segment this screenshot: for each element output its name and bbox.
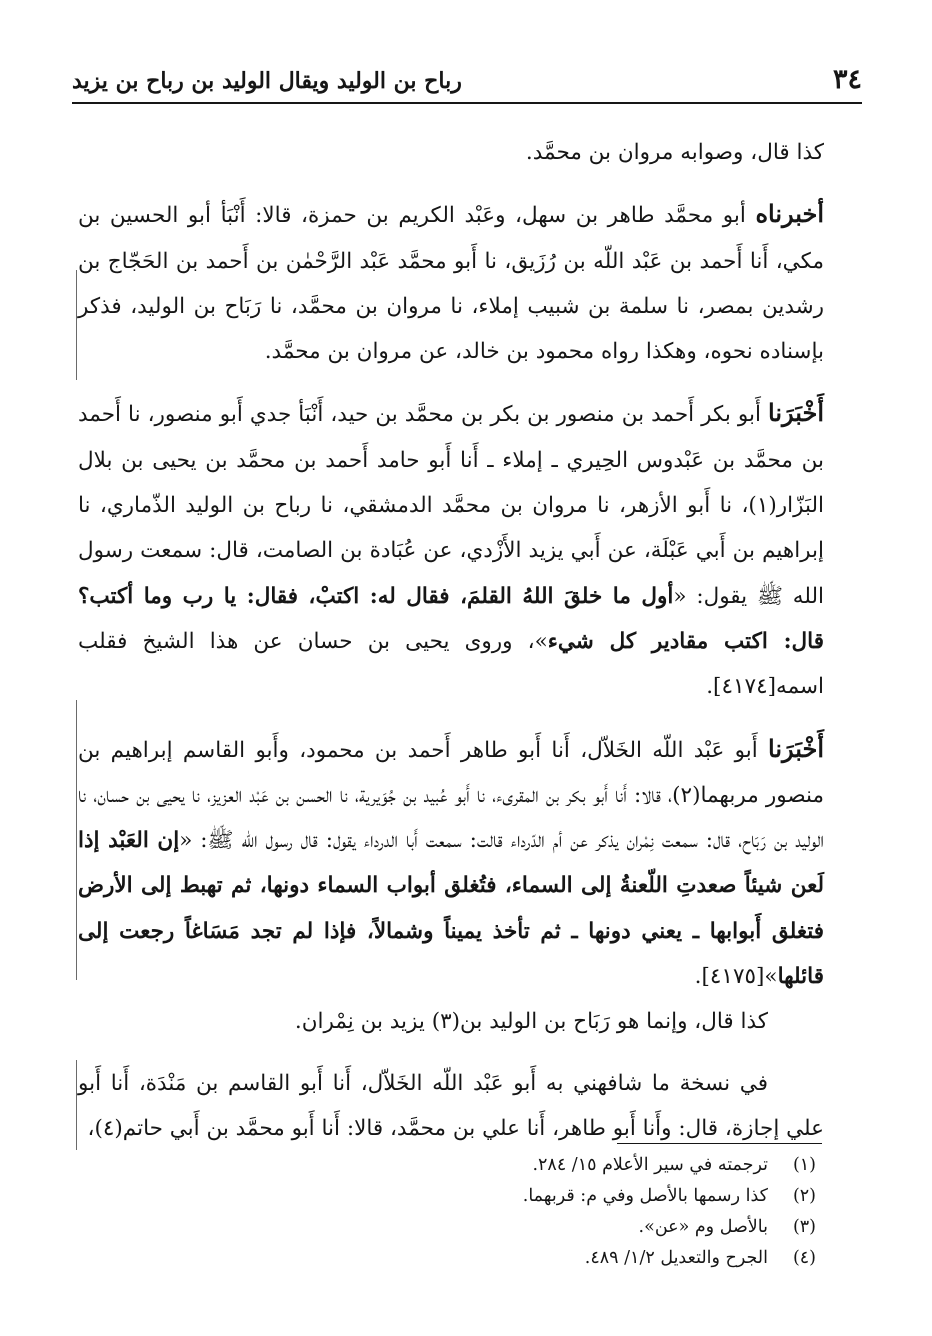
footnote-number: (٣) xyxy=(792,1217,816,1237)
footnote-number: (٢) xyxy=(792,1186,816,1206)
paragraph-text: في نسخة ما شافهني به أَبو عَبْد اللّه الخَلاّل، أَنا أَبو القاسم بن مَنْدَة، أَنا أَبو علي إجازة، قال: وأَنا أَبو طاهر، أَنا علي بن محمَّد، قالا: أَنا أَبو محمَّد بن أَبي حاتم(٤)، xyxy=(78,1070,824,1141)
paragraph-text: كذا قال، وإنما هو رَبَاح بن الوليد بن(٣) يزيد بن نِمْران. xyxy=(294,1009,768,1035)
paragraph-lead: أخبرناه xyxy=(755,199,824,229)
hadith-quote: أول ما خلقَ اللهُ القلمَ، فقال له: اكتبْ، فقال: يا رب وما أكتب؟ قال: اكتب مقادير كل شيء xyxy=(78,583,824,654)
footnote-number: (٤) xyxy=(792,1248,816,1268)
footnote-2 xyxy=(80,1181,816,1212)
header-rule xyxy=(72,102,862,104)
paragraph-4 xyxy=(78,726,824,1000)
footnote-4 xyxy=(80,1243,816,1274)
footnote-text: كذا رسمها بالأصل وفي م: قربهما. xyxy=(522,1186,768,1206)
footnote-text: بالأصل وم «عن». xyxy=(638,1217,768,1237)
running-title: رباح بن الوليد ويقال الوليد بن رباح بن يزيد xyxy=(72,68,462,94)
margin-line xyxy=(76,1060,77,1150)
paragraph-text: أَبو عَبْد اللّه الخَلاّل، أَنا أَبو طاهر أَحمد بن محمود، وأَبو القاسم إبراهيم بن منصور مربهما(٢)، قالا: أَنا أَبو بكر بن المقرىء، نا أَبو عُبيد بن جُوَيرية، نا الحسن بن عَبْد العزيز، نا يحيى بن حسان، نا الوليد بن رَبَاح، قال: سمعت نِمْران يذكر عن أم الدّرداء قالت: سمعت أَبا الدرداء يقول: قال رسول الله ﷺ: « xyxy=(78,737,824,854)
paragraph-tail: »[٤١٧٥]. xyxy=(694,964,778,990)
page-number: ٣٤ xyxy=(832,64,862,95)
footnote-text: الجرح والتعديل ١/٢/ ٤٨٩. xyxy=(584,1248,768,1268)
footnote-1 xyxy=(80,1150,816,1181)
running-header xyxy=(72,62,862,102)
main-text xyxy=(78,130,824,1151)
footnotes xyxy=(80,1150,816,1274)
paragraph-text: أَبو بكر أَحمد بن منصور بن بكر بن محمَّد بن حيد، أَنْبَأ جدي أَبو منصور، نا أَحمد بن محمَّد بن عَبْدوس الحِيري ـ إملاء ـ أَنا أَبو حامد أَحمد بن محمَّد بن يحيى بن بلال البَزّار(١)، نا أَبو الأزهر، نا مروان بن محمَّد الدمشقي، نا رباح بن الوليد الذّماري، نا إبراهيم بن أَبي عَبْلَة، عن أَبي يزيد الأَزْدي، عن عُبَادة بن الصامت، قال: سمعت رسول الله ﷺ يقول: « xyxy=(78,402,824,609)
paragraph-1 xyxy=(78,130,824,175)
paragraph-6 xyxy=(78,1061,824,1152)
footnote-rule xyxy=(617,1143,822,1144)
paragraph-2 xyxy=(78,191,824,374)
hadith-quote: إن العَبْد إذا لَعن شيئاً صعدتِ اللّعنةُ إلى السماء، فتُغلق أبواب السماء دونها، ثم تهبط إلى الأرض فتغلق أَبوابها ـ يعني دونها ـ ثم تأخذ يميناً وشمالاً، فإذا لم تجد مَسَاغاً رجعت إلى قائلها xyxy=(78,828,824,990)
footnote-number: (١) xyxy=(792,1155,816,1175)
paragraph-text: أبو محمَّد طاهر بن سهل، وعَبْد الكريم بن حمزة، قالا: أَنْبَأ أبو الحسين بن مكي، أَنا أَحمد بن عَبْد اللّه بن رُزَيق، نا أَبو محمَّد عَبْد الرَّحْمٰن بن أَحمد بن الحَجّاج بن رشدين بمصر، نا سلمة بن شبيب إملاء، نا مروان بن محمَّد، نا رَبَاح بن الوليد، فذكر بإسناده نحوه، وهكذا رواه محمود بن خالد، عن مروان بن محمَّد. xyxy=(78,203,824,365)
paragraph-tail: »، وروى يحيى بن حسان عن هذا الشيخ فقلب اسمه[٤١٧٤]. xyxy=(78,628,824,700)
paragraph-3 xyxy=(78,390,824,709)
footnote-text: ترجمته في سير الأعلام ١٥/ ٢٨٤. xyxy=(532,1155,768,1175)
footnote-3 xyxy=(80,1212,816,1243)
paragraph-text: كذا قال، وصوابه مروان بن محمَّد. xyxy=(525,140,824,165)
paragraph-lead: أَخْبَرَنا xyxy=(768,733,824,763)
paragraph-5 xyxy=(78,999,824,1044)
margin-line xyxy=(76,270,77,380)
paragraph-lead: أَخْبَرَنا xyxy=(768,398,824,428)
margin-line xyxy=(76,700,77,980)
